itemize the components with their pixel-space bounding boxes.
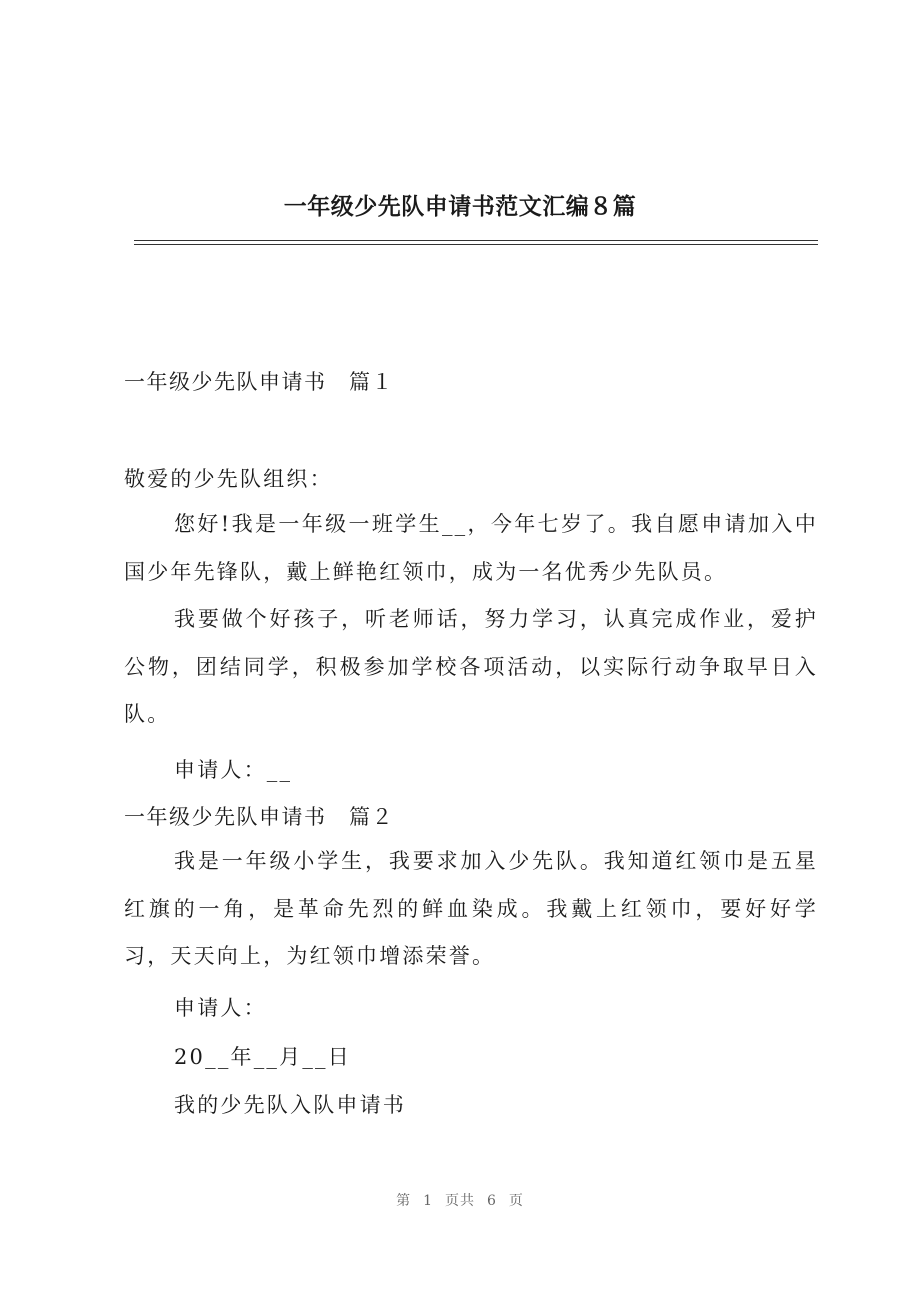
footer-page-number: 1 xyxy=(423,1193,433,1209)
section-heading-1: 一年级少先队申请书 篇１ xyxy=(124,370,394,394)
title-divider xyxy=(134,240,818,245)
paragraph-3: 我是一年级小学生，我要求加入少先队。我知道红领巾是五星红旗的一角，是革命先烈的鲜血染成。我戴上红领巾，要好好学习，天天向上，为红领巾增添荣誉。 xyxy=(124,849,818,968)
footer-suffix: 页 xyxy=(508,1193,524,1209)
footer-mid: 页共 xyxy=(445,1193,475,1209)
page-footer xyxy=(0,1190,920,1210)
date-line: 20__年__月__日 xyxy=(174,1045,351,1069)
applicant-line-2: 申请人： xyxy=(174,996,267,1020)
next-section-title: 我的少先队入队申请书 xyxy=(174,1093,406,1117)
footer-total-pages: 6 xyxy=(487,1193,497,1209)
salutation: 敬爱的少先队组织： xyxy=(124,467,333,491)
document-title: 一年级少先队申请书范文汇编８篇 xyxy=(283,193,637,220)
section-heading-2: 一年级少先队申请书 篇２ xyxy=(124,805,394,829)
applicant-line-1: 申请人：__ xyxy=(174,758,293,782)
paragraph-2: 我要做个好孩子，听老师话，努力学习，认真完成作业，爱护公物，团结同学，积极参加学校各项活动，以实际行动争取早日入队。 xyxy=(124,607,818,726)
paragraph-1: 您好!我是一年级一班学生__，今年七岁了。我自愿申请加入中国少年先锋队，戴上鲜艳红领巾，成为一名优秀少先队员。 xyxy=(124,512,818,584)
footer-prefix: 第 xyxy=(396,1193,412,1209)
